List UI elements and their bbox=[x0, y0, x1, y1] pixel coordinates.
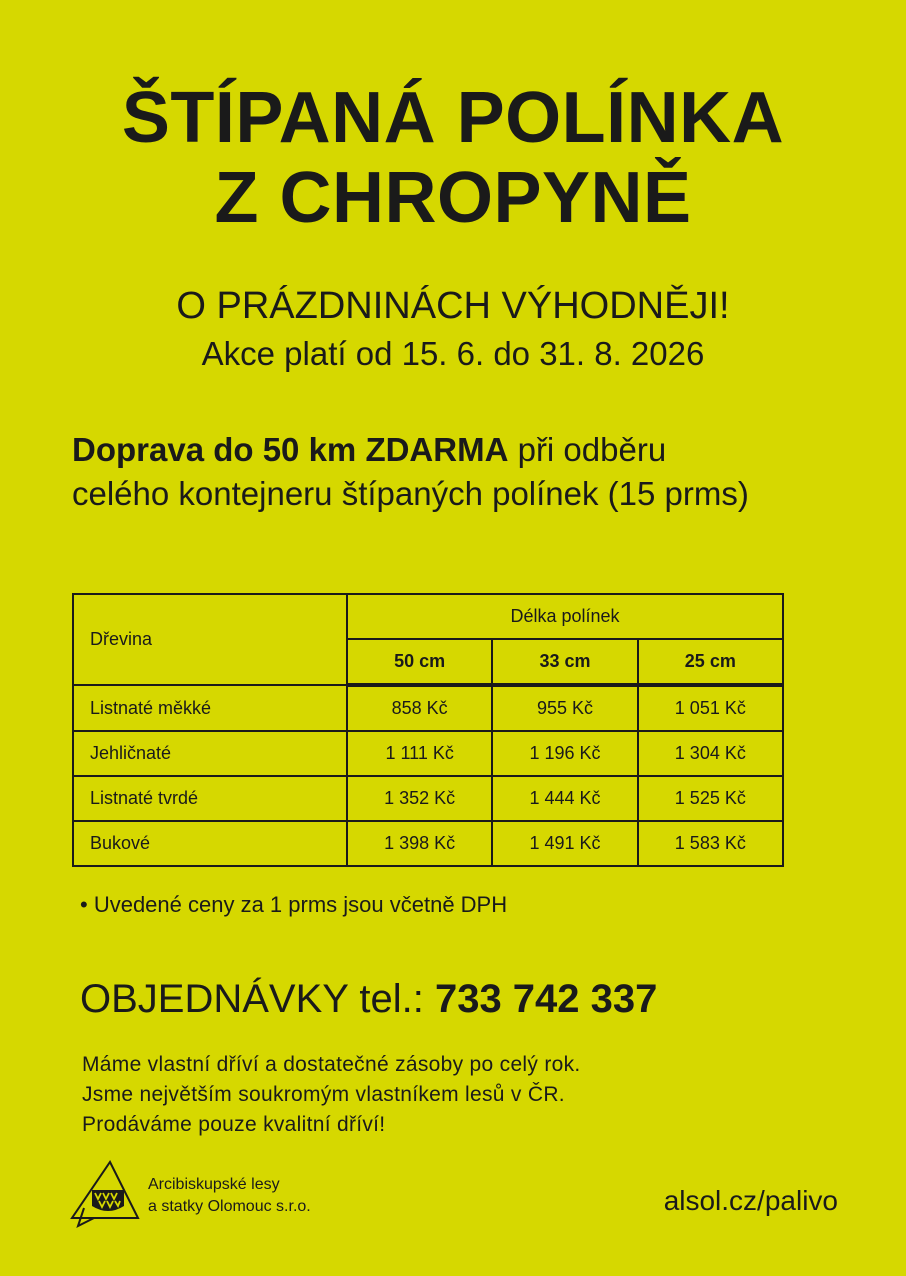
transport-offer-bold: Doprava do 50 km ZDARMA bbox=[72, 431, 509, 468]
about-line-2: Jsme největším soukromým vlastníkem lesů v ČR. bbox=[82, 1083, 565, 1106]
species-cell: Bukové bbox=[73, 821, 347, 866]
species-cell: Listnaté tvrdé bbox=[73, 776, 347, 821]
price-cell: 1 583 Kč bbox=[638, 821, 783, 866]
price-cell: 1 196 Kč bbox=[492, 731, 637, 776]
transport-offer-line-2: celého kontejneru štípaných polínek (15 prms) bbox=[72, 475, 749, 512]
company-logo-icon bbox=[70, 1160, 140, 1230]
about-line-3: Prodáváme pouze kvalitní dříví! bbox=[82, 1113, 386, 1136]
price-cell: 1 051 Kč bbox=[638, 685, 783, 731]
length-33: 33 cm bbox=[492, 639, 637, 685]
promo-headline: O PRÁZDNINÁCH VÝHODNĚJI! bbox=[176, 285, 730, 327]
title-line-2: Z CHROPYNĚ bbox=[214, 158, 692, 238]
price-cell: 955 Kč bbox=[492, 685, 637, 731]
orders-label: OBJEDNÁVKY tel.: bbox=[80, 977, 435, 1021]
about-line-1: Máme vlastní dříví a dostatečné zásoby po celý rok. bbox=[82, 1053, 581, 1076]
price-cell: 1 111 Kč bbox=[347, 731, 492, 776]
poster-title bbox=[0, 78, 906, 238]
phone-number: 733 742 337 bbox=[434, 977, 658, 1021]
company-name bbox=[148, 1174, 311, 1218]
orders-line bbox=[80, 975, 657, 1023]
price-cell: 1 525 Kč bbox=[638, 776, 783, 821]
company-line-2: a statky Olomouc s.r.o. bbox=[148, 1198, 311, 1215]
price-cell: 1 444 Kč bbox=[492, 776, 637, 821]
price-cell: 1 352 Kč bbox=[347, 776, 492, 821]
table-row bbox=[73, 731, 783, 776]
length-25: 25 cm bbox=[638, 639, 783, 685]
price-cell: 1 491 Kč bbox=[492, 821, 637, 866]
transport-offer-rest: při odběru bbox=[508, 431, 667, 468]
price-cell: 1 304 Kč bbox=[638, 731, 783, 776]
table-row bbox=[73, 776, 783, 821]
table-row bbox=[73, 821, 783, 866]
company-line-1: Arcibiskupské lesy bbox=[148, 1176, 280, 1193]
species-header: Dřevina bbox=[73, 594, 347, 685]
species-cell: Jehličnaté bbox=[73, 731, 347, 776]
promo-dates: Akce platí od 15. 6. do 31. 8. 2026 bbox=[201, 335, 705, 372]
price-table bbox=[72, 593, 784, 867]
website-link[interactable]: alsol.cz/palivo bbox=[663, 1185, 838, 1216]
length-50: 50 cm bbox=[347, 639, 492, 685]
price-cell: 1 398 Kč bbox=[347, 821, 492, 866]
title-line-1: ŠTÍPANÁ POLÍNKA bbox=[121, 78, 785, 158]
table-row bbox=[73, 685, 783, 731]
transport-offer bbox=[72, 428, 872, 516]
species-cell: Listnaté měkké bbox=[73, 685, 347, 731]
price-cell: 858 Kč bbox=[347, 685, 492, 731]
length-header: Délka polínek bbox=[347, 594, 783, 639]
vat-note: • Uvedené ceny za 1 prms jsou včetně DPH bbox=[80, 892, 508, 917]
about-text bbox=[82, 1050, 581, 1140]
